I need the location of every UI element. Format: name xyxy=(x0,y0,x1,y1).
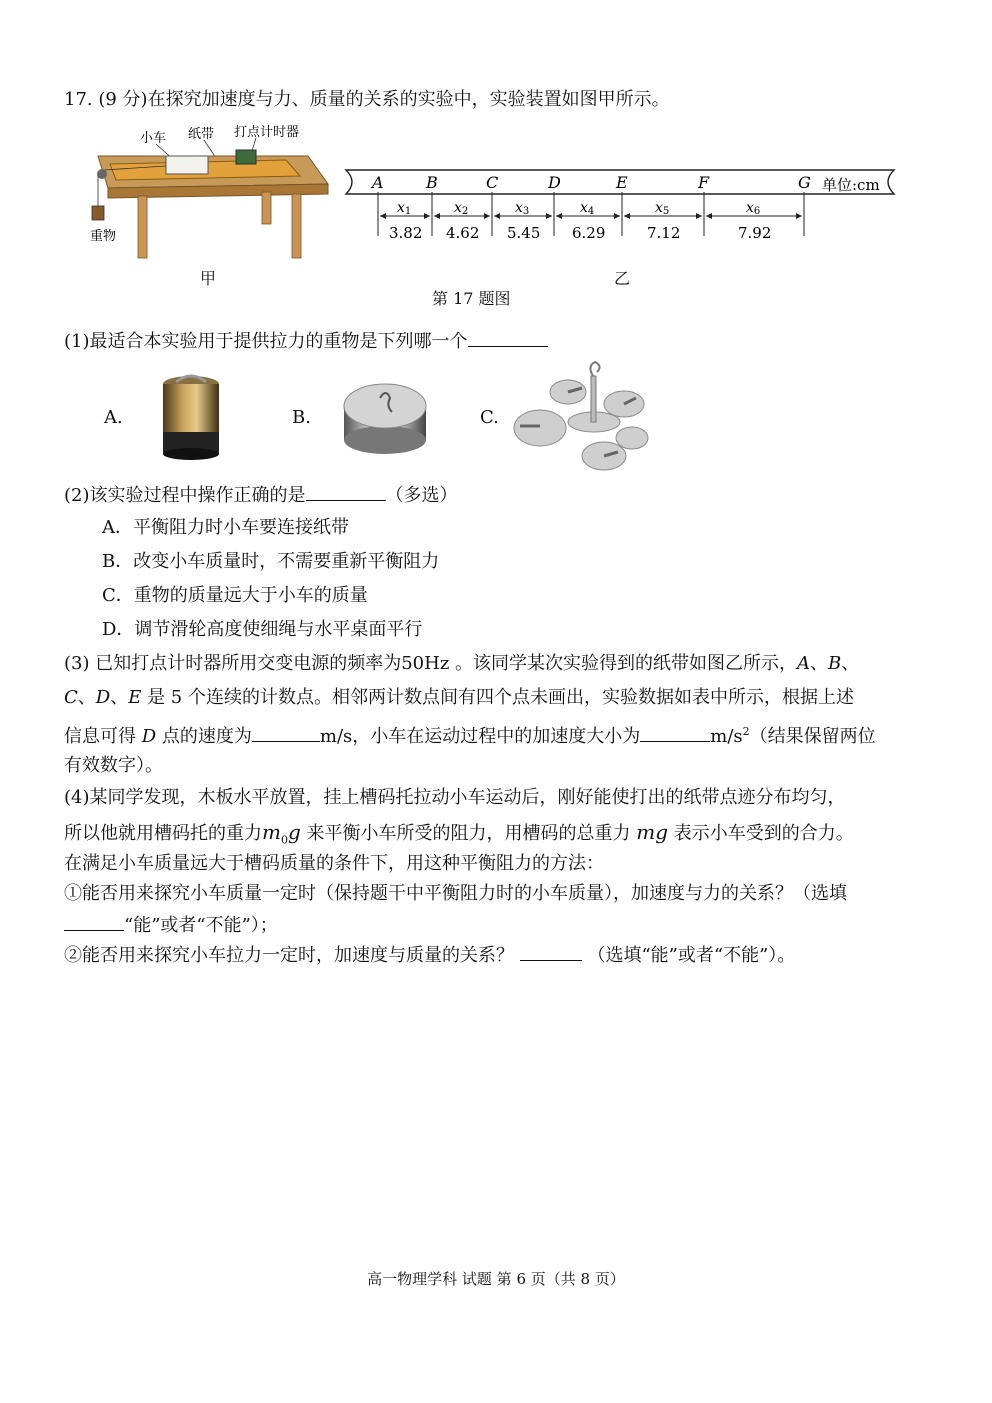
question-1 xyxy=(64,328,548,354)
symbol-m0: m xyxy=(262,820,281,844)
figure-jia-label: 甲 xyxy=(200,269,217,288)
question-2-text: (2)该实验过程中操作正确的是 xyxy=(64,485,306,506)
segment-label: x6 xyxy=(746,200,761,217)
segment-value: 6.29 xyxy=(572,224,606,242)
q3-line-3 xyxy=(64,720,876,749)
weight-a-image xyxy=(158,370,224,462)
q4-text-2: 来平衡小车所受的阻力，用槽码的总重力 xyxy=(300,823,631,844)
segment-value: 4.62 xyxy=(446,224,480,242)
q3-text-2: 是 5 个连续的计数点。相邻两计数点间有四个点未画出，实验数据如表中所示，根据上述 xyxy=(141,687,854,708)
q3-sep: 、 xyxy=(110,687,129,708)
tape-point-e: E xyxy=(616,173,628,192)
question-1-text: (1)最适合本实验用于提供拉力的重物是下列哪一个 xyxy=(64,331,468,352)
figure-yi-label: 乙 xyxy=(614,269,631,288)
point-c: C xyxy=(64,687,78,708)
page-footer: 高一物理学科 试题 第 6 页（共 8 页） xyxy=(367,1270,625,1288)
segment-value: 7.12 xyxy=(647,224,681,242)
answer-blank-1[interactable] xyxy=(468,328,548,347)
point-b: B xyxy=(828,653,842,674)
question-2-tail: （多选） xyxy=(385,485,458,506)
segment-label: x3 xyxy=(515,200,530,217)
answer-blank-velocity[interactable] xyxy=(252,723,320,742)
q3-line-4: 有效数字）。 xyxy=(64,755,163,776)
question-header: 17. (9 分)在探究加速度与力、质量的关系的实验中，实验装置如图甲所示。 xyxy=(64,89,670,110)
q2-option-a: A．平衡阻力时小车要连接纸带 xyxy=(102,517,349,538)
q4-text-1: 所以他就用槽码托的重力 xyxy=(64,823,262,844)
option-b-label: B. xyxy=(292,407,311,428)
q3-sep: 、 xyxy=(77,687,96,708)
point-a: A xyxy=(797,653,811,674)
segment-label: x1 xyxy=(397,200,412,217)
point-d: D xyxy=(95,687,111,708)
arrow-head xyxy=(614,213,620,219)
accel-unit-exp: 2 xyxy=(742,725,750,738)
figure-caption: 第 17 题图 xyxy=(432,289,511,308)
tape-point-a: A xyxy=(372,173,384,192)
pulley xyxy=(97,169,107,179)
q4-text-5: “能”或者“不能”）； xyxy=(124,915,278,936)
tape-label: 纸带 xyxy=(188,127,215,142)
q3-sep: 、 xyxy=(810,653,829,674)
q3-text-1: (3) 已知打点计时器所用交变电源的频率为50Hz 。该同学某次实验得到的纸带如图乙所示， xyxy=(64,653,798,674)
q4-line-6 xyxy=(64,942,795,968)
option-a-label: A. xyxy=(104,407,123,428)
q2-option-d: D．调节滑轮高度使细绳与水平桌面平行 xyxy=(102,619,423,640)
arrow-head xyxy=(556,213,562,219)
q4-line-2 xyxy=(64,820,854,853)
q4-line-4: ①能否用来探究小车质量一定时（保持题干中平衡阻力时的小车质量），加速度与力的关系？（选填 xyxy=(64,883,847,904)
arrow-head xyxy=(696,213,702,219)
arrow-head xyxy=(706,213,712,219)
arrow-head xyxy=(796,213,802,219)
unit-label: 单位:cm xyxy=(822,176,880,194)
paper-tape-figure xyxy=(338,164,904,244)
q3-line-2 xyxy=(64,686,854,710)
q3-text-6: （结果保留两位 xyxy=(749,726,876,747)
symbol-g: g xyxy=(287,820,301,844)
timer-device xyxy=(236,150,256,164)
segment-value: 5.45 xyxy=(507,224,541,242)
symbol-m0-sub: 0 xyxy=(280,833,288,847)
symbol-mg: mg xyxy=(636,820,669,844)
q2-option-c: C．重物的质量远大于小车的质量 xyxy=(102,585,368,606)
option-c-label: C. xyxy=(480,407,499,428)
answer-blank-4-1[interactable] xyxy=(64,912,124,931)
tape-point-g: G xyxy=(798,173,811,192)
timer-label: 打点计时器 xyxy=(234,125,300,140)
cart-body xyxy=(166,156,208,174)
q4-text-6: ②能否用来探究小车拉力一定时，加速度与质量的关系？ xyxy=(64,945,514,966)
answer-blank-4-2[interactable] xyxy=(520,942,582,961)
q2-option-b: B．改变小车质量时，不需要重新平衡阻力 xyxy=(102,551,440,572)
tape-point-c: C xyxy=(486,173,499,192)
segment-label: x4 xyxy=(580,200,595,217)
arrow-head xyxy=(484,213,490,219)
q4-text-7: （选填“能”或者“不能”）。 xyxy=(587,945,796,966)
q3-text-5: m/s，小车在运动过程中的加速度大小为 xyxy=(319,726,641,747)
question-2 xyxy=(64,482,458,508)
arrow-head xyxy=(494,213,500,219)
answer-blank-acceleration[interactable] xyxy=(640,723,710,742)
tape-point-b: B xyxy=(426,173,438,192)
weight-b-image xyxy=(340,378,430,458)
arrow-head xyxy=(424,213,430,219)
segment-label: x5 xyxy=(655,200,670,217)
arrow-head xyxy=(546,213,552,219)
weight-c-image xyxy=(510,356,656,474)
accel-unit: m/s xyxy=(710,726,743,747)
q4-line-3: 在满足小车质量远大于槽码质量的条件下，用这种平衡阻力的方法： xyxy=(64,853,604,874)
tape-point-d: D xyxy=(548,173,561,192)
point-d-ref: D xyxy=(141,726,157,747)
q3-text-3: 信息可得 xyxy=(64,726,136,747)
answer-blank-2[interactable] xyxy=(306,482,386,501)
q3-sep: 、 xyxy=(841,653,860,674)
q3-text-4: 点的速度为 xyxy=(156,726,252,747)
q3-line-1 xyxy=(64,652,859,676)
segment-label: x2 xyxy=(454,200,469,217)
q4-text-3: 表示小车受到的合力。 xyxy=(668,823,854,844)
q4-line-5 xyxy=(64,912,278,938)
point-e: E xyxy=(128,687,142,708)
segment-value: 7.92 xyxy=(738,224,772,242)
arrow-head xyxy=(434,213,440,219)
q4-line-1: (4)某同学发现，木板水平放置，挂上槽码托拉动小车运动后，刚好能使打出的纸带点迹分布均匀， xyxy=(64,787,846,808)
tape-point-f: F xyxy=(698,173,710,192)
segment-value: 3.82 xyxy=(389,224,423,242)
arrow-head xyxy=(380,213,386,219)
cart-label: 小车 xyxy=(140,131,167,146)
weight-label: 重物 xyxy=(90,229,117,244)
arrow-head xyxy=(624,213,630,219)
weight-block xyxy=(92,206,104,220)
